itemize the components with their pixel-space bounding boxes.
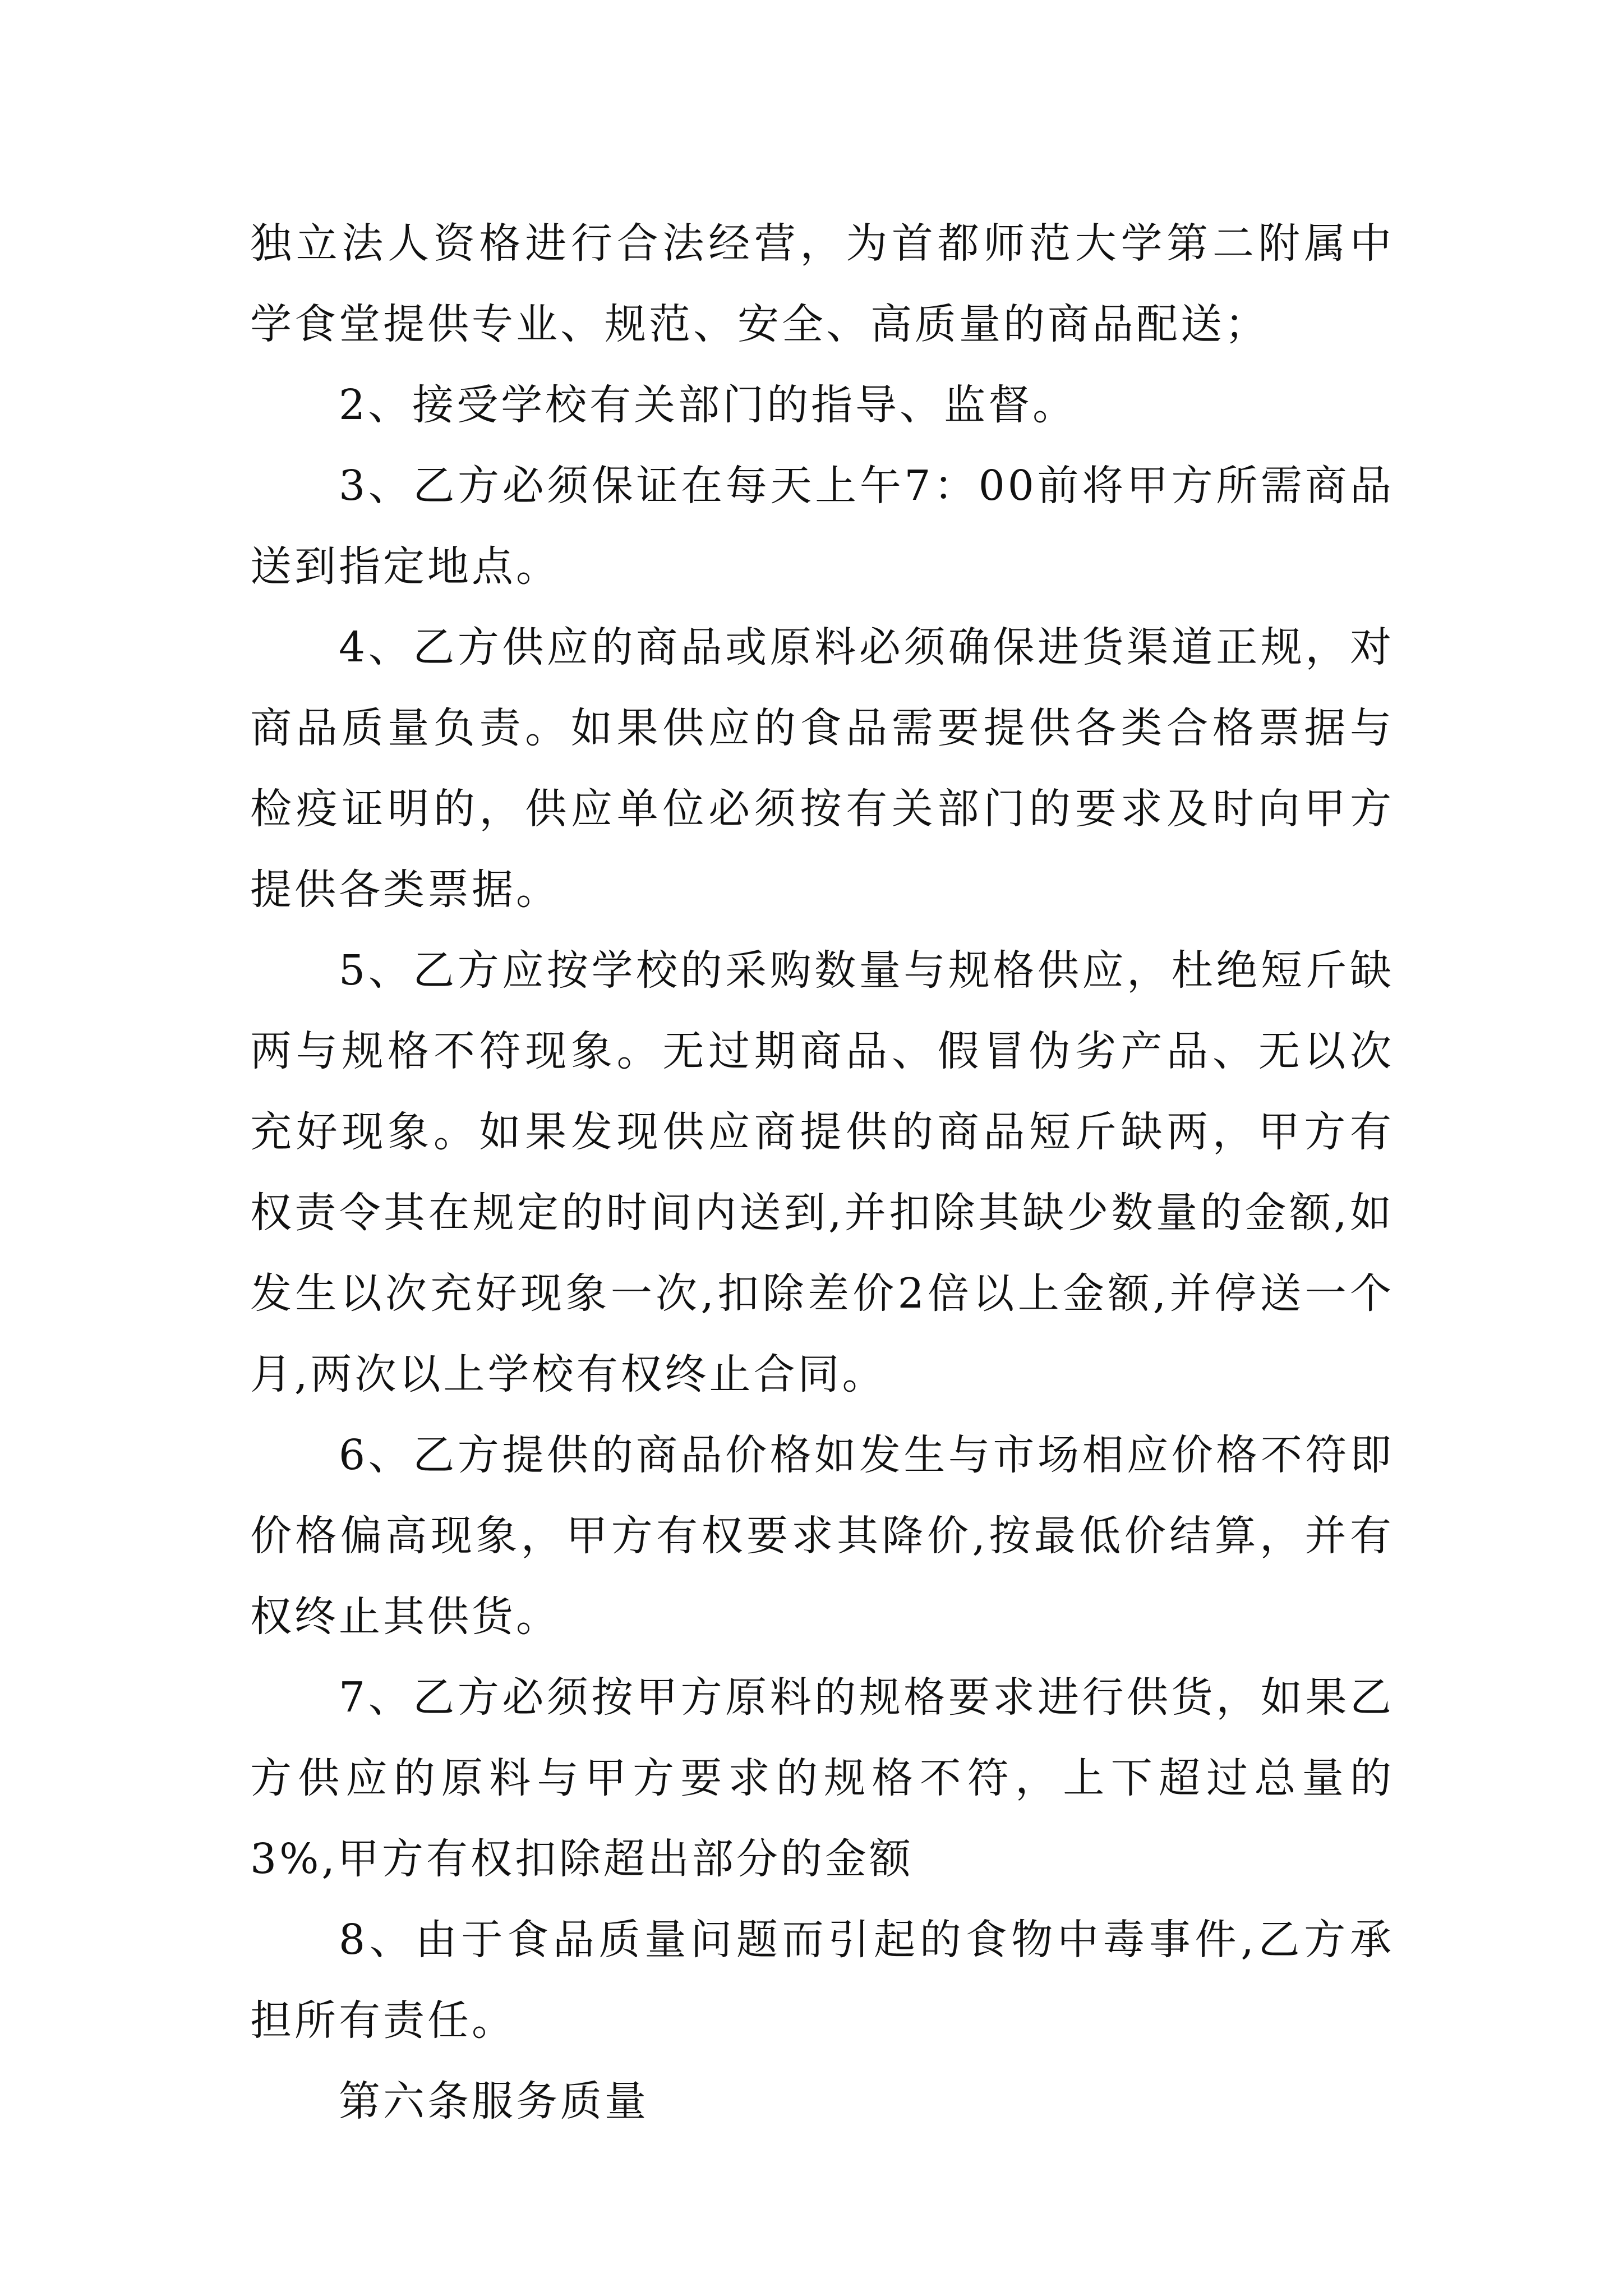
section-heading: 第六条服务质量 bbox=[339, 2077, 649, 2125]
paragraph-item-4: 4、乙方供应的商品或原料必须确保进货渠道正规，对商品质量负责。如果供应的食品需要提供各类合格票据与检疫证明的，供应单位必须按有关部门的要求及时向甲方提供各类票据。 bbox=[250, 623, 1394, 914]
paragraph-item-5: 5、乙方应按学校的采购数量与规格供应，杜绝短斤缺两与规格不符现象。无过期商品、假冒伪劣产品、无以次充好现象。如果发现供应商提供的商品短斤缺两，甲方有权责令其在规定的时间内送到,并扣除其缺少数量的金额,如发生以次充好现象一次,扣除差价2倍以上金额,并停送一个月,两次以上学校有权终止合同。 bbox=[250, 946, 1394, 1398]
paragraph-item-8: 8、由于食品质量问题而引起的食物中毒事件,乙方承担所有责任。 bbox=[250, 1916, 1394, 2045]
paragraph-continued: 独立法人资格进行合法经营，为首都师范大学第二附属中学食堂提供专业、规范、安全、高质量的商品配送； bbox=[250, 219, 1394, 348]
document-body bbox=[250, 203, 1394, 2142]
paragraph-item-3: 3、乙方必须保证在每天上午7：00前将甲方所需商品送到指定地点。 bbox=[250, 462, 1394, 591]
paragraph-item-7: 7、乙方必须按甲方原料的规格要求进行供货，如果乙方供应的原料与甲方要求的规格不符，上下超过总量的3%,甲方有权扣除超出部分的金额 bbox=[250, 1673, 1394, 1883]
paragraph-item-6: 6、乙方提供的商品价格如发生与市场相应价格不符即价格偏高现象，甲方有权要求其降价,按最低价结算，并有权终止其供货。 bbox=[250, 1431, 1394, 1641]
paragraph-item-2: 2、接受学校有关部门的指导、监督。 bbox=[339, 381, 1077, 429]
